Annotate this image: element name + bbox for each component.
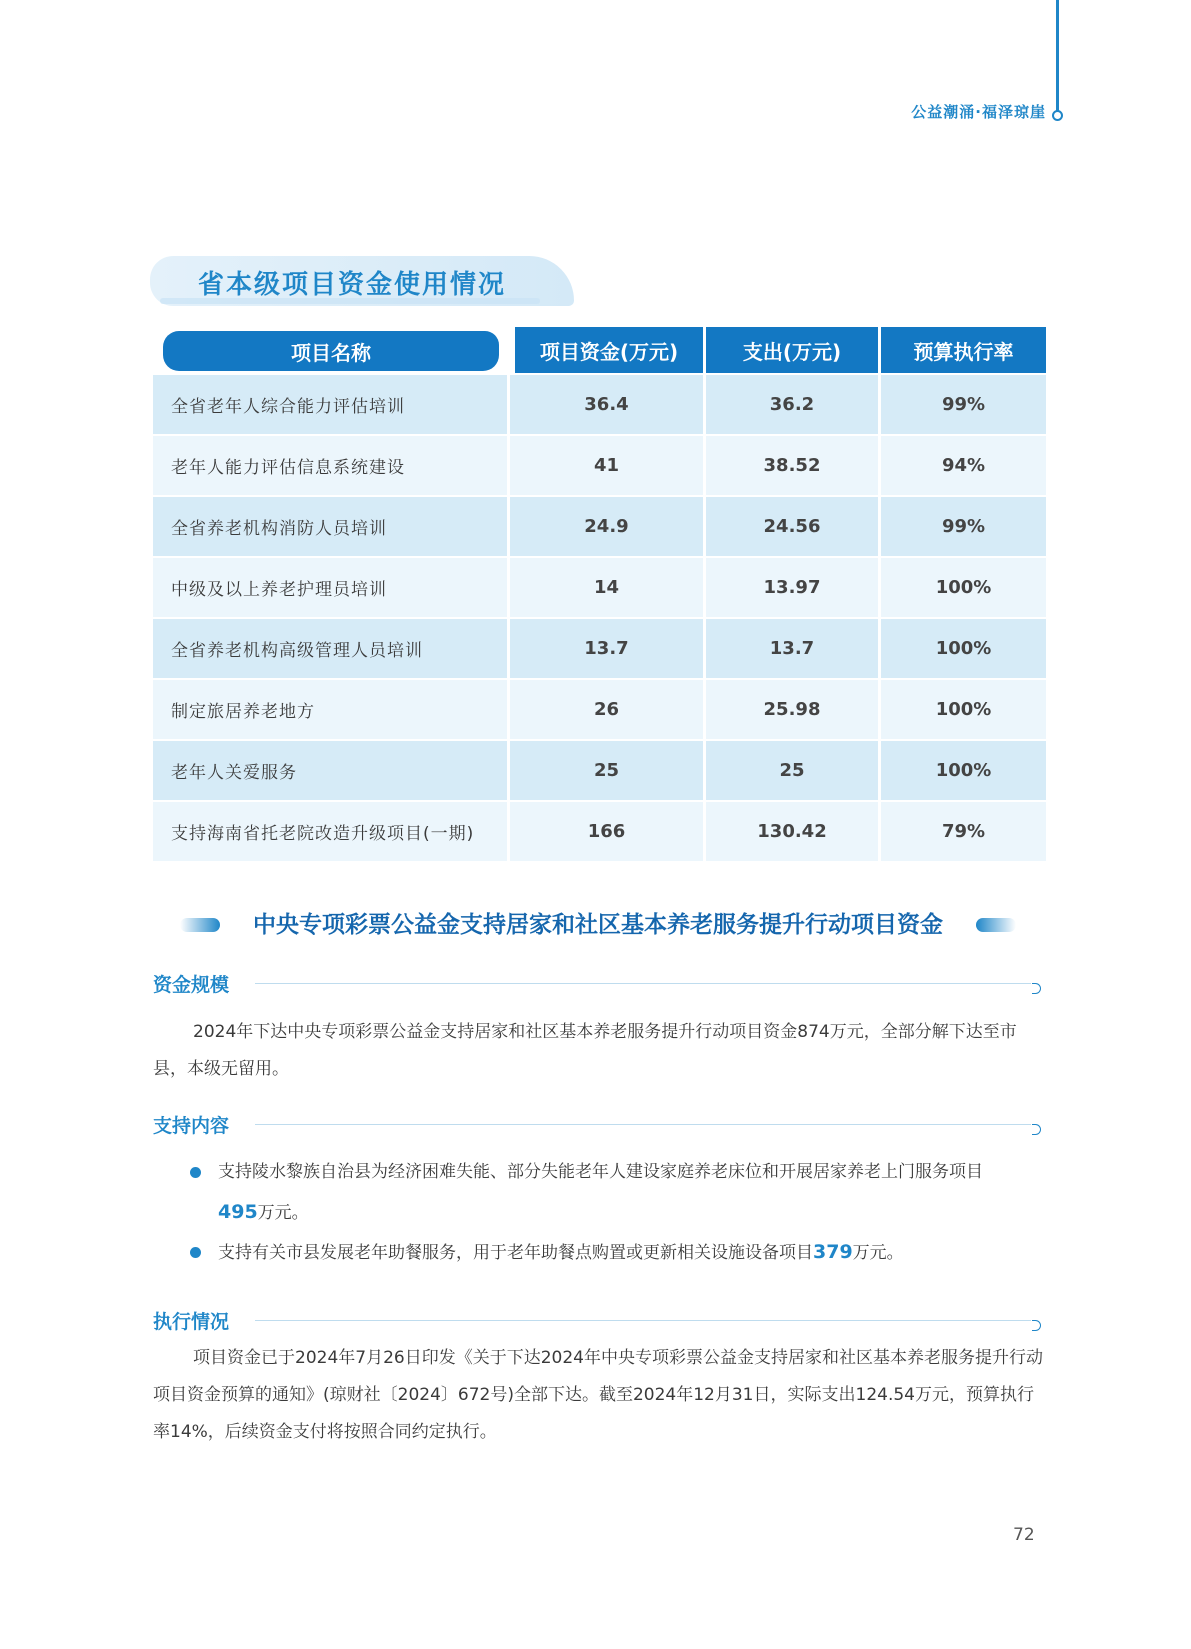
table-row <box>153 436 1046 495</box>
header-expenditure: 支出(万元) <box>706 327 878 373</box>
table-header <box>153 327 1046 373</box>
cell-name: 支持海南省托老院改造升级项目(一期) <box>153 802 507 861</box>
cell-name: 全省老年人综合能力评估培训 <box>153 375 507 434</box>
header-line-dot <box>1052 110 1063 121</box>
support-item-text-before: 支持陵水黎族自治县为经济困难失能、部分失能老年人建设家庭养老床位和开展居家养老上门服务项目 <box>218 1162 983 1182</box>
table-row <box>153 741 1046 800</box>
table-row <box>153 619 1046 678</box>
table-body <box>153 375 1046 861</box>
cell-fund: 26 <box>510 680 703 739</box>
header-project-name: 项目名称 <box>163 331 499 371</box>
bullet-dot-icon <box>190 1247 201 1258</box>
support-item-text-after: 万元。 <box>852 1243 904 1263</box>
cell-spend: 13.7 <box>706 619 878 678</box>
cell-spend: 24.56 <box>706 497 878 556</box>
table-row <box>153 558 1046 617</box>
cell-fund: 14 <box>510 558 703 617</box>
section-title: 省本级项目资金使用情况 <box>198 270 507 300</box>
execution-paragraph: 项目资金已于2024年7月26日印发《关于下达2024年中央专项彩票公益金支持居家和社区基本养老服务提升行动项目资金预算的通知》(琼财社〔2024〕672号)全部下达。截至2024年12月31日，实际支出124.54万元，预算执行率14%，后续资金支付将按照合同约定执行。 <box>153 1348 1043 1442</box>
table-row <box>153 497 1046 556</box>
banner-pill-right-icon <box>976 918 1016 932</box>
cell-rate: 100% <box>881 741 1046 800</box>
support-item-amount: 495 <box>218 1201 258 1223</box>
bullet-dot-icon <box>190 1167 201 1178</box>
cell-name: 全省养老机构高级管理人员培训 <box>153 619 507 678</box>
cell-spend: 25 <box>706 741 878 800</box>
cell-rate: 94% <box>881 436 1046 495</box>
cell-name: 老年人关爱服务 <box>153 741 507 800</box>
scale-heading: 资金规模 <box>153 974 230 996</box>
cell-spend: 36.2 <box>706 375 878 434</box>
support-item <box>190 1232 1020 1273</box>
support-heading: 支持内容 <box>153 1115 230 1137</box>
support-item-text <box>218 1152 1020 1233</box>
support-item <box>190 1152 1020 1233</box>
cell-rate: 100% <box>881 558 1046 617</box>
table-row <box>153 680 1046 739</box>
execution-divider <box>255 1320 1031 1321</box>
header-project-fund: 项目资金(万元) <box>515 327 703 373</box>
cell-spend: 25.98 <box>706 680 878 739</box>
page-header-title: 公益潮涌·福泽琼崖 <box>911 103 1046 121</box>
cell-name: 老年人能力评估信息系统建设 <box>153 436 507 495</box>
central-fund-banner <box>180 906 1016 944</box>
funds-table <box>153 327 1046 861</box>
cell-rate: 79% <box>881 802 1046 861</box>
support-item-text-before: 支持有关市县发展老年助餐服务，用于老年助餐点购置或更新相关设施设备项目 <box>218 1243 813 1263</box>
banner-title: 中央专项彩票公益金支持居家和社区基本养老服务提升行动项目资金 <box>253 912 943 938</box>
cell-spend: 38.52 <box>706 436 878 495</box>
cell-spend: 13.97 <box>706 558 878 617</box>
cell-rate: 99% <box>881 497 1046 556</box>
support-divider-hook-icon <box>1032 1124 1041 1135</box>
cell-rate: 100% <box>881 619 1046 678</box>
cell-fund: 166 <box>510 802 703 861</box>
cell-rate: 99% <box>881 375 1046 434</box>
cell-fund: 36.4 <box>510 375 703 434</box>
cell-spend: 130.42 <box>706 802 878 861</box>
cell-name: 全省养老机构消防人员培训 <box>153 497 507 556</box>
header-execution-rate: 预算执行率 <box>881 327 1046 373</box>
header-vertical-line <box>1056 0 1059 112</box>
support-item-text <box>218 1232 1020 1273</box>
cell-fund: 41 <box>510 436 703 495</box>
cell-fund: 24.9 <box>510 497 703 556</box>
support-item-text-after: 万元。 <box>257 1203 309 1223</box>
execution-divider-hook-icon <box>1032 1320 1041 1331</box>
scale-divider-hook-icon <box>1032 983 1041 994</box>
cell-fund: 25 <box>510 741 703 800</box>
support-item-amount: 379 <box>813 1241 853 1263</box>
table-row <box>153 375 1046 434</box>
cell-name: 中级及以上养老护理员培训 <box>153 558 507 617</box>
cell-rate: 100% <box>881 680 1046 739</box>
table-row <box>153 802 1046 861</box>
cell-name: 制定旅居养老地方 <box>153 680 507 739</box>
scale-paragraph: 2024年下达中央专项彩票公益金支持居家和社区基本养老服务提升行动项目资金874万元，全部分解下达至市县，本级无留用。 <box>153 1022 1017 1079</box>
cell-fund: 13.7 <box>510 619 703 678</box>
scale-divider <box>255 983 1031 984</box>
banner-pill-left-icon <box>180 918 220 932</box>
support-divider <box>255 1124 1031 1125</box>
execution-heading: 执行情况 <box>153 1311 230 1333</box>
section-title-block <box>150 256 574 306</box>
page-number: 72 <box>1013 1525 1035 1545</box>
